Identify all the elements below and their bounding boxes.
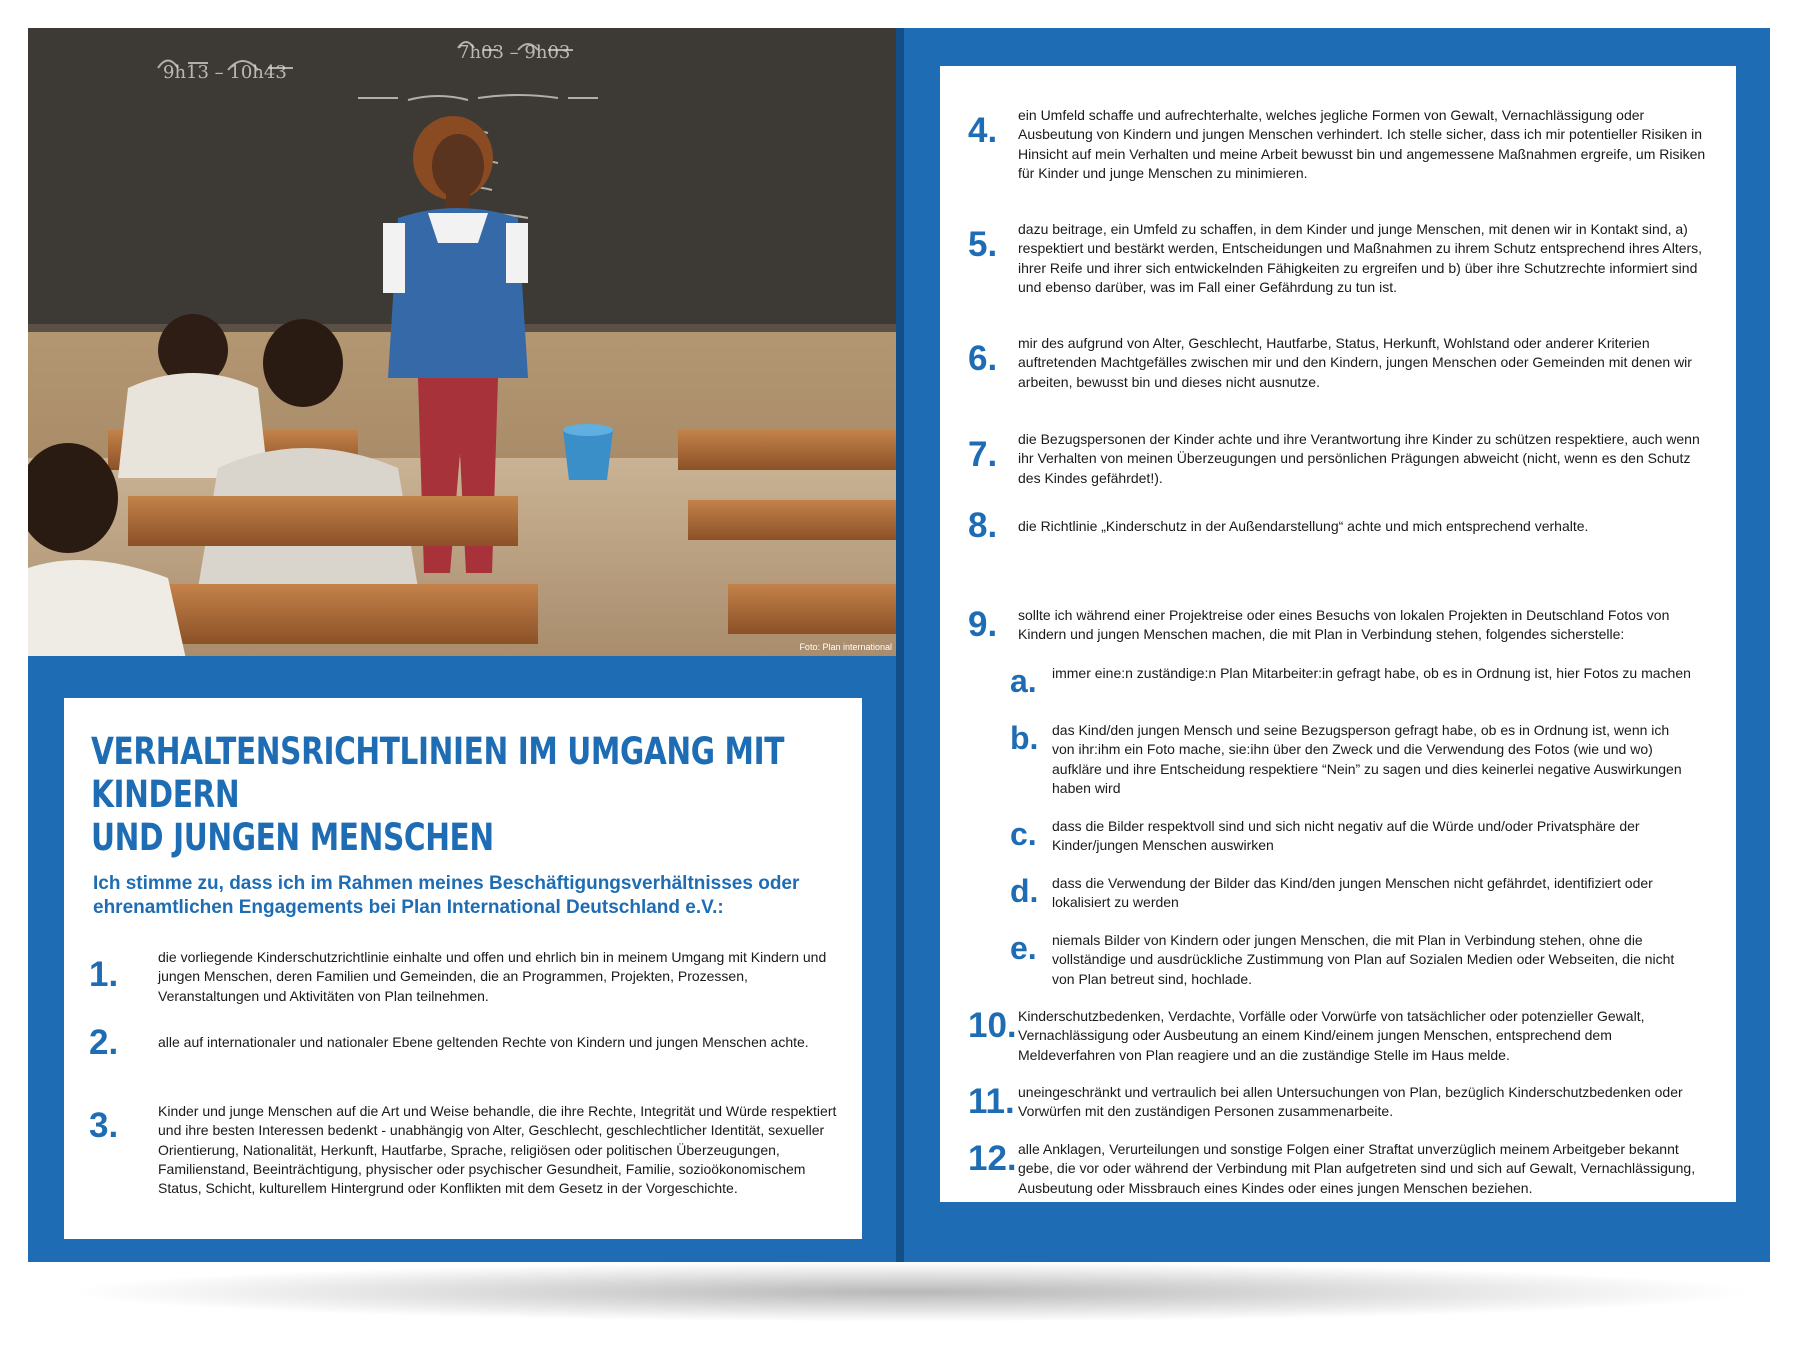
intro-statement: Ich stimme zu, dass ich im Rahmen meines Beschäftigungsverhältnisses oder ehrenamtlichen Engagements bei Plan International Deutschland e.V.: <box>93 873 800 918</box>
item-text: dazu beitrage, ein Umfeld zu schaffen, in dem Kinder und junge Menschen, mit denen wir in Kontakt sind, a) respektiert und bestärkt werden, Entscheidungen und Maßnahmen zu ihrem Schutz entsprechend ihres Alters, ihrer Reife und ihrer sich entwickelnden Fähigkeiten zu ergreifen und b) über ihre Schutzrechte informiert sind und ebenso darüber, was im Fall einer Gefährdung zu tun ist. <box>1018 221 1703 295</box>
title-line-1: VERHALTENSRICHTLINIEN IM UMGANG MIT KINDERN <box>91 730 785 816</box>
item-text: ein Umfeld schaffe und aufrechterhalte, welches jegliche Formen von Gewalt, Vernachlässigung oder Ausbeutung von Kindern und jungen Menschen verhindert. Ich stelle sicher, dass ich mir potentieller Risiken in Hinsicht auf mein Verhalten und meine Arbeit bewusst bin und angemessene Maßnahmen ergreife, um Risiken für Kinder und junge Menschen zu minimieren. <box>1018 107 1706 181</box>
item-number: 10. <box>968 1006 1017 1045</box>
item-number: 3. <box>89 1106 119 1145</box>
svg-text:7h03 – 9h03: 7h03 – 9h03 <box>458 42 571 63</box>
right-text-panel <box>940 66 1736 1202</box>
item-text: Kinderschutzbedenken, Verdachte, Vorfälle oder Vorwürfe von tatsächlicher oder potenzieller Gewalt, Vernachlässigung oder Ausbeutung an einem Kind/einem jungen Menschen, entsprechend dem Meldeverfahren von Plan reagiere und an die zuständige Stelle im Haus melde. <box>1018 1008 1645 1063</box>
svg-text:9h13 – 10h43: 9h13 – 10h43 <box>163 62 287 83</box>
classroom-photo <box>28 28 898 656</box>
item-number: 4. <box>968 111 998 150</box>
item-number: 12. <box>968 1139 1017 1178</box>
sub-item-text: immer eine:n zuständige:n Plan Mitarbeiter:in gefragt habe, ob es in Ordnung ist, hier Fotos zu machen <box>1052 665 1691 681</box>
left-page <box>28 28 898 1262</box>
sub-item-letter: c. <box>1010 816 1037 852</box>
item-text: mir des aufgrund von Alter, Geschlecht, Hautfarbe, Status, Herkunft, Wohlstand oder anderer Kriterien auftretenden Machtgefälles zwischen mir und den Kindern, jungen Menschen oder Gemeinden mit denen wir arbeiten, bewusst bin und dieses nicht ausnutze. <box>1018 335 1692 390</box>
sub-item-letter: d. <box>1010 873 1039 909</box>
item-text: alle auf internationaler und nationaler Ebene geltenden Rechte von Kindern und jungen Menschen achte. <box>158 1034 809 1050</box>
sub-item-text: niemals Bilder von Kindern oder jungen Menschen, die mit Plan in Verbindung stehen, ohne die vollständige und ausdrückliche Zustimmung von Plan auf Sozialen Medien oder Webseiten, die nicht von Plan betreut sind, hochlade. <box>1052 932 1675 987</box>
item-text: alle Anklagen, Verurteilungen und sonstige Folgen einer Straftat unverzüglich meinem Arbeitgeber bekannt gebe, die vor oder während der Verbindung mit Plan aufgetreten sind und sich auf Gewalt, Vernachlässigung, Ausbeutung oder Missbrauch eines Kindes oder eines jungen Menschen beziehen. <box>1018 1141 1696 1196</box>
left-text-panel <box>64 698 862 1239</box>
classroom-illustration <box>28 28 898 656</box>
sub-item-letter: e. <box>1010 930 1037 966</box>
item-text: sollte ich während einer Projektreise oder eines Besuchs von lokalen Projekten in Deutschland Fotos von Kindern und jungen Menschen machen, die mit Plan in Verbindung stehen, folgendes sicherstelle: <box>1018 607 1670 643</box>
item-number: 8. <box>968 506 998 545</box>
item-number: 2. <box>89 1023 119 1062</box>
item-text: Kinder und junge Menschen auf die Art und Weise behandle, die ihre Rechte, Integrität und Würde respektiert und ihre besten Interessen bedenkt - unabhängig von Alter, Geschlecht, geschlechtlicher Identität, sexueller Orientierung, Nationalität, Herkunft, Hautfarbe, Sprache, religiösen oder politischen Überzeugungen, Familienstand, Beeinträchtigung, physischer oder psychischer Gesundheit, Familie, sozioökonomischem Status, Schicht, kulturellem Hintergrund oder Konflikten mit dem Gesetz in der Vorgeschichte. <box>158 1103 837 1197</box>
item-number: 5. <box>968 225 998 264</box>
title-line-2: UND JUNGEN MENSCHEN <box>91 816 494 859</box>
item-text: die vorliegende Kinderschutzrichtlinie einhalte und offen und ehrlich bin in meinem Umgang mit Kindern und jungen Menschen, deren Familien und Gemeinden, die an Programmen, Projekten, Prozessen, Veranstaltungen und Aktivitäten von Plan teilnehmen. <box>158 949 827 1004</box>
photo-credit: Foto: Plan international <box>799 642 892 652</box>
sub-item-letter: a. <box>1010 663 1037 699</box>
item-text: uneingeschränkt und vertraulich bei allen Untersuchungen von Plan, bezüglich Kinderschutzbedenken oder Vorwürfen mit den zuständigen Personen zusammenarbeite. <box>1018 1084 1683 1120</box>
right-page <box>904 28 1770 1262</box>
item-number: 1. <box>89 955 119 994</box>
sub-item-text: das Kind/den jungen Mensch und seine Bezugsperson gefragt habe, ob es in Ordnung ist, wenn ich von ihr:ihm ein Foto mache, sie:ihn über den Zweck und die Verwendung des Fotos (wie und wo) aufkläre und ihre Entscheidung respektiere “Nein” zu sagen und dies keinerlei negative Auswirkungen haben wird <box>1052 722 1682 796</box>
item-number: 6. <box>968 339 998 378</box>
item-number: 7. <box>968 435 998 474</box>
sub-item-text: dass die Bilder respektvoll sind und sich nicht negativ auf die Würde und/oder Privatsphäre der Kinder/jungen Menschen auswirken <box>1052 818 1640 854</box>
item-number: 9. <box>968 605 998 644</box>
sub-item-text: dass die Verwendung der Bilder das Kind/den jungen Menschen nicht gefährdet, identifiziert oder lokalisiert zu werden <box>1052 875 1653 911</box>
item-number: 11. <box>968 1082 1015 1121</box>
sub-item-letter: b. <box>1010 720 1039 756</box>
item-text: die Richtlinie „Kinderschutz in der Außendarstellung“ achte und mich entsprechend verhalte. <box>1018 518 1589 534</box>
page-shadow <box>60 1262 1760 1322</box>
item-text: die Bezugspersonen der Kinder achte und ihre Verantwortung ihre Kinder zu schützen respektiere, auch wenn ihr Verhalten von meinen Überzeugungen und persönlichen Prägungen abweicht (nicht, wenn es den Schutz des Kindes gefährdet!). <box>1018 431 1700 486</box>
page-title <box>91 730 851 859</box>
